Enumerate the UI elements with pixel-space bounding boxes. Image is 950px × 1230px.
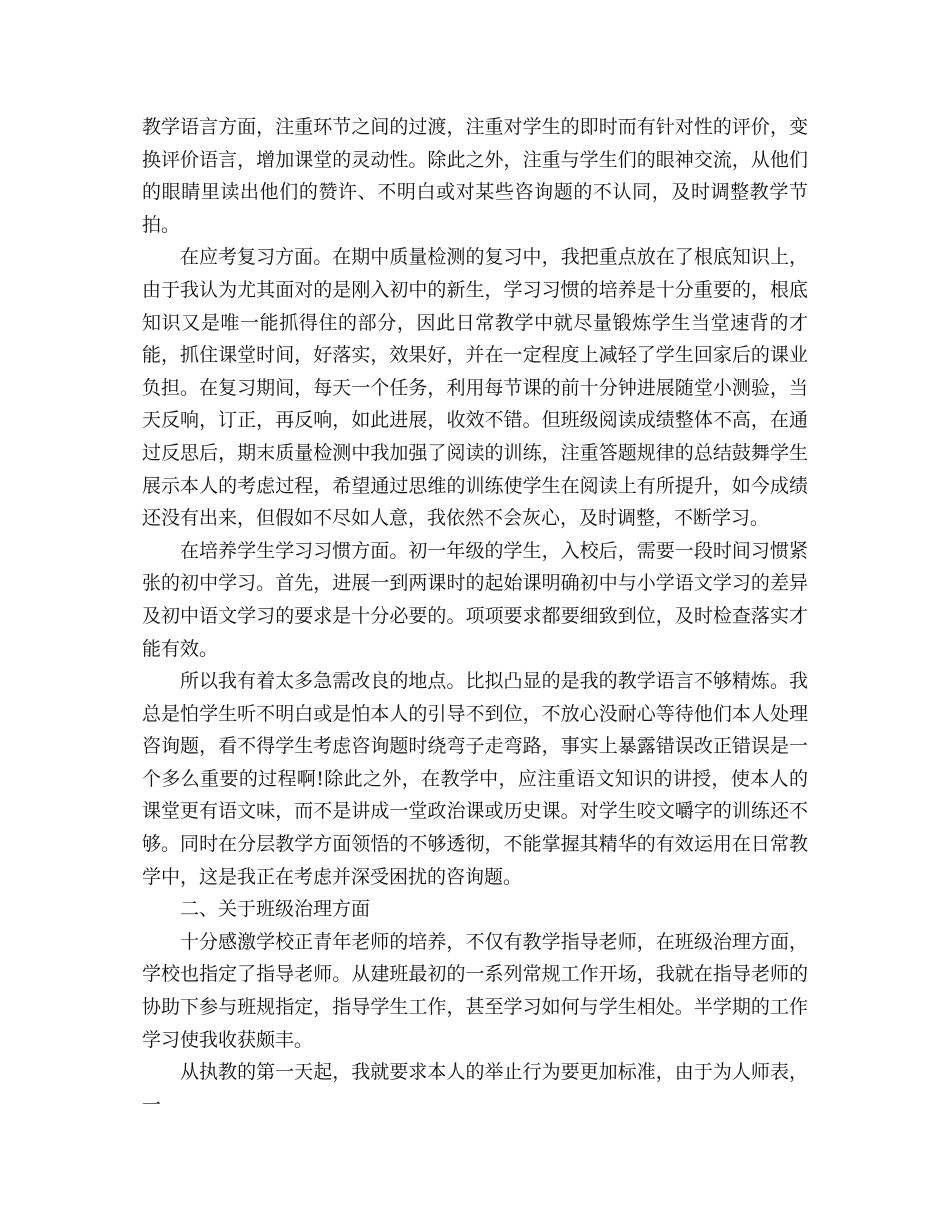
paragraph-mentor-gratitude: 十分感激学校正青年老师的培养，不仅有教学指导老师，在班级治理方面，学校也指定了指导老师。从建班最初的一系列常规工作开场，我就在指导老师的协助下参与班规指定，指导学生工作，甚至学习如何与学生相处。半学期的工作学习使我收获颇丰。 (142, 930, 808, 1051)
section-heading-class-management: 二、关于班级治理方面 (180, 898, 371, 921)
paragraph-improvements: 所以我有着太多急需改良的地点。比拟凸显的是我的教学语言不够精炼。我总是怕学生听不明白或是怕本人的引导不到位，不放心没耐心等待他们本人处理咨询题，看不得学生考虑咨询题时绕弯子走弯路，事实上暴露错误改正错误是一个多么重要的过程啊!除此之外，在教学中，应注重语文知识的讲授，使本人的课堂更有语文味，而不是讲成一堂政治课或历史课。对学生咬文嚼字的训练还不够。同时在分层教学方面领悟的不够透彻，不能掌握其精华的有效运用在日常教学中，这是我正在考虑并深受困扰的咨询题。 (142, 670, 808, 888)
paragraph-exam-review: 在应考复习方面。在期中质量检测的复习中，我把重点放在了根底知识上，由于我认为尤其面对的是刚入初中的新生，学习习惯的培养是十分重要的，根底知识又是唯一能抓得住的部分，因此日常教学中就尽量锻炼学生当堂速背的才能，抓住课堂时间，好落实，效果好，并在一定程度上减轻了学生回家后的课业负担。在复习期间，每天一个任务，利用每节课的前十分钟进展随堂小测验，当天反响，订正，再反响，如此进展，收效不错。但班级阅读成绩整体不高，在通过反思后，期末质量检测中我加强了阅读的训练，注重答题规律的总结鼓舞学生展示本人的考虑过程，希望通过思维的训练使学生在阅读上有所提升，如今成绩还没有出来，但假如不尽如人意，我依然不会灰心，及时调整，不断学习。 (142, 246, 808, 530)
paragraph-teaching-language: 教学语言方面，注重环节之间的过渡，注重对学生的即时而有针对性的评价，变换评价语言，增加课堂的灵动性。除此之外，注重与学生们的眼神交流，从他们的眼睛里读出他们的赞许、不明白或对某些咨询题的不认同，及时调整教学节拍。 (142, 116, 808, 236)
paragraph-study-habits: 在培养学生学习习惯方面。初一年级的学生，入校后，需要一段时间习惯紧张的初中学习。首先，进展一到两课时的起始课明确初中与小学语文学习的差异及初中语文学习的要求是十分必要的。项项要求都要细致到位，及时检查落实才能有效。 (142, 539, 808, 660)
document-body (142, 111, 808, 1121)
paragraph-conduct-standard: 从执教的第一天起，我就要求本人的举止行为要更加标准，由于为人师表，一 (142, 1061, 808, 1116)
